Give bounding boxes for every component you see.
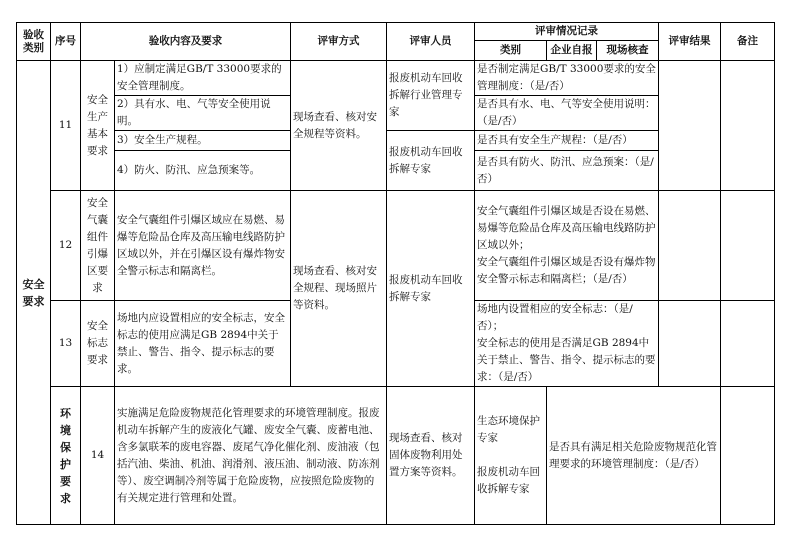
review-method: 现场查看、核对安全规程等资料。 [291, 61, 387, 191]
review-personnel: 报废机动车回收拆解专家 [387, 191, 475, 387]
header-record: 评审情况记录 [475, 23, 659, 41]
requirement-text: 安全气囊组件引爆区域应在易燃、易爆等危险品仓库及高压输电线路防护区域以外，并在引爆区设有爆炸物安全警示标志和隔离栏。 [115, 191, 291, 301]
category-environment: 环境保护要求 [51, 387, 81, 525]
header-record-self: 企业自报 [547, 41, 597, 61]
header-method: 评审方式 [291, 23, 387, 61]
requirement-text: 实施满足危险废物规范化管理要求的环境管理制度。报废机动车拆解产生的废液化气罐、废安全气囊、废蓄电池、含多氯联苯的废电容器、废尾气净化催化剂、废油液（包括汽油、柴油、机油、润滑剂、液压油、制动液、防冻剂等）、废空调制冷剂等属于危险废物，应按照危险废物的有关规定进行管理和处置。 [115, 387, 387, 525]
review-personnel: 报废机动车回收拆解专家 [387, 131, 475, 191]
personnel-line: 生态环境保护专家 [477, 415, 540, 444]
item-seq: 13 [51, 301, 81, 387]
remark-cell[interactable] [721, 301, 775, 387]
result-cell[interactable] [659, 191, 721, 301]
requirement-text: 场地内应设置相应的安全标志，安全标志的使用应满足GB 2894中关于禁止、警告、指令、提示标志的要求。 [115, 301, 291, 387]
item-seq: 11 [51, 61, 81, 191]
remark-cell[interactable] [721, 191, 775, 301]
result-cell[interactable] [659, 61, 721, 191]
acceptance-review-table [16, 22, 775, 525]
item-subcategory: 安全气囊组件引爆区要求 [81, 191, 115, 301]
record-line: 场地内设置相应的安全标志：（是/否）； [477, 303, 633, 332]
item-subcategory: 安全标志要求 [81, 301, 115, 387]
personnel-line: 报废机动车回收拆解专家 [477, 466, 540, 495]
category-safety: 安全要求 [17, 61, 51, 525]
header-result: 评审结果 [659, 23, 721, 61]
record-text: 是否具有满足相关危险废物规范化管理要求的环境管理制度：（是/否） [547, 387, 721, 525]
requirement-text: 1）应制定满足GB/T 33000要求的安全管理制度。 [115, 61, 291, 96]
requirement-text: 4）防火、防汛、应急预案等。 [115, 151, 291, 191]
record-line: 安全气囊组件引爆区域是否设有爆炸物安全警示标志和隔离栏；（是/否） [477, 256, 656, 285]
record-line: 安全标志的使用是否满足GB 2894中关于禁止、警告、指令、提示标志的要求：（是/否） [477, 337, 656, 383]
record-text [475, 191, 659, 301]
record-text: 是否制定满足GB/T 33000要求的安全管理制度：（是/否） [475, 61, 659, 96]
item-subcategory: 安全生产基本要求 [81, 61, 115, 191]
header-record-site: 现场核查 [597, 41, 659, 61]
header-seq: 序号 [51, 23, 81, 61]
record-text: 是否具有防火、防汛、应急预案：（是/否） [475, 151, 659, 191]
review-personnel [475, 387, 547, 525]
result-cell[interactable] [721, 387, 775, 525]
result-cell[interactable] [659, 301, 721, 387]
requirement-text: 3）安全生产规程。 [115, 131, 291, 151]
requirement-text: 2）具有水、电、气等安全使用说明。 [115, 96, 291, 131]
record-line: 安全气囊组件引爆区域是否设在易燃、易爆等危险品仓库及高压输电线路防护区域以外； [477, 205, 656, 251]
review-method: 现场查看、核对安全规程、现场照片等资料。 [291, 191, 387, 387]
record-text: 是否具有水、电、气等安全使用说明：（是/否） [475, 96, 659, 131]
record-text: 是否具有安全生产规程：（是/否） [475, 131, 659, 151]
review-personnel: 报废机动车回收拆解行业管理专家 [387, 61, 475, 131]
review-method: 现场查看、核对固体废物利用处置方案等资料。 [387, 387, 475, 525]
remark-cell[interactable] [721, 61, 775, 191]
record-text [475, 301, 659, 387]
item-seq: 14 [81, 387, 115, 525]
header-content: 验收内容及要求 [81, 23, 291, 61]
header-remark: 备注 [721, 23, 775, 61]
header-personnel: 评审人员 [387, 23, 475, 61]
item-seq: 12 [51, 191, 81, 301]
header-record-type: 类别 [475, 41, 547, 61]
header-category: 验收类别 [17, 23, 51, 61]
